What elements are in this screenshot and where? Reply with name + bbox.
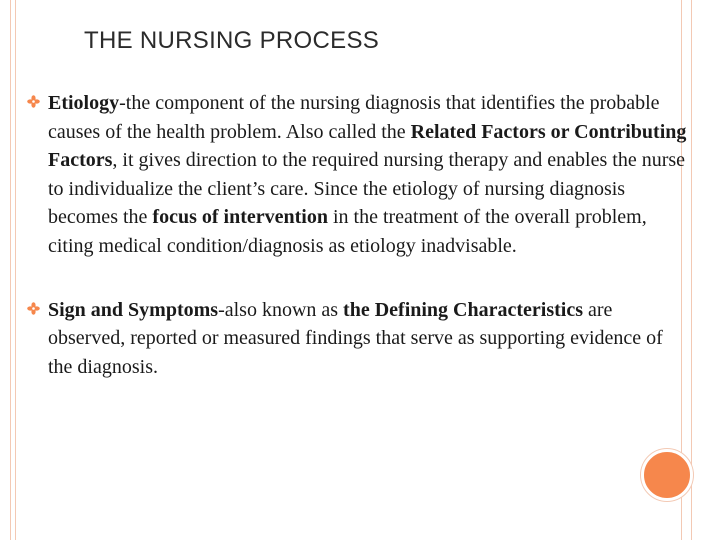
- bold-term: Related Factors or Contributing Factors: [48, 120, 687, 172]
- bullet-text: [48, 299, 663, 378]
- right-border-line: [691, 0, 692, 540]
- bold-term: the Defining Characteristics: [343, 298, 583, 321]
- body-text: in the treatment of the overall problem, citing medical condition/diagnosis as etiology inadvisable.: [48, 206, 647, 257]
- bold-term: Sign and Symptoms: [48, 298, 219, 321]
- body-text: -the component of the nursing diagnosis that identifies the probable causes of the health problem. Also called the: [48, 92, 660, 143]
- bullet-list: [27, 89, 687, 381]
- left-border-line: [15, 0, 16, 540]
- slide-title: THE NURSING PROCESS: [84, 27, 380, 54]
- body-text: are observed, reported or measured findings that serve as supporting evidence of the diagnosis.: [48, 298, 663, 378]
- bullet-text: [48, 92, 686, 257]
- bold-term: focus of intervention: [152, 206, 328, 229]
- bold-term: Etiology: [48, 92, 120, 114]
- body-text: -also known as: [218, 298, 344, 321]
- four-petal-flower-icon: [27, 302, 40, 315]
- decorative-circle: [641, 449, 693, 501]
- bullet-item: [27, 296, 687, 382]
- bullet-item: [27, 89, 687, 261]
- left-border-line: [10, 0, 11, 540]
- four-petal-flower-icon: [27, 95, 40, 108]
- body-text: , it gives direction to the required nursing therapy and enables the nurse to individualize the client’s care. Since the etiology of nursing diagnosis becomes the: [48, 149, 686, 229]
